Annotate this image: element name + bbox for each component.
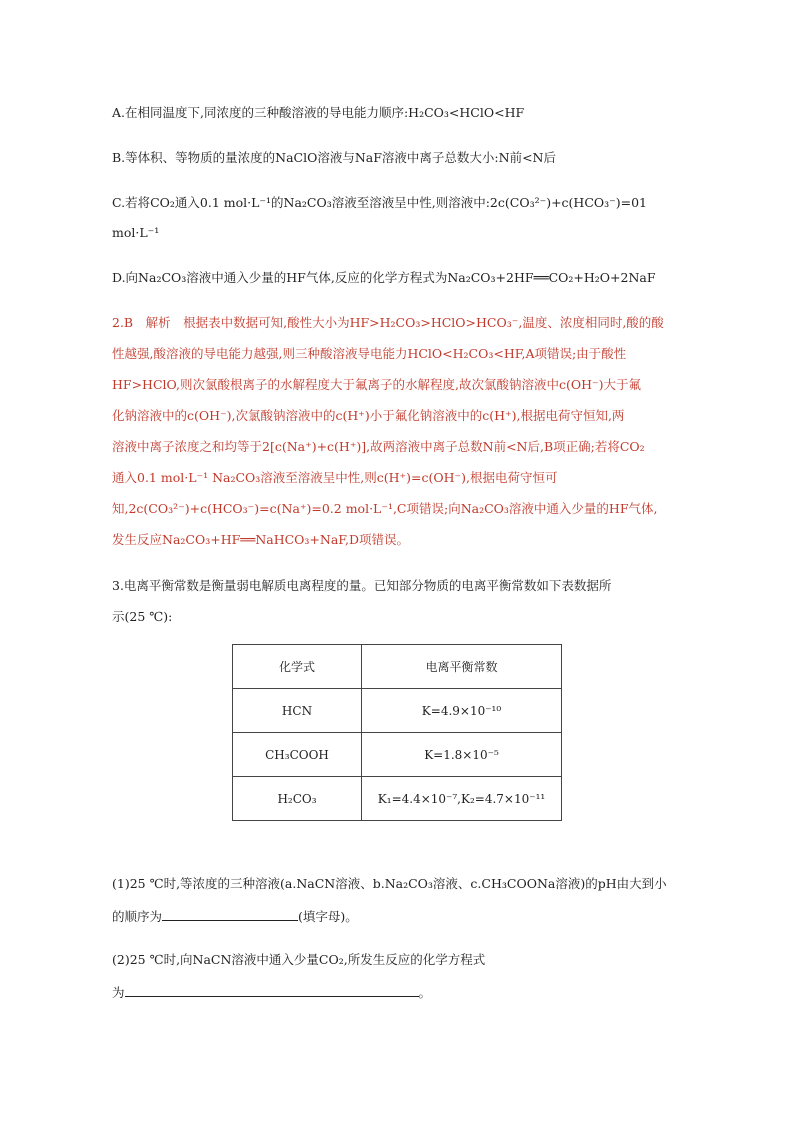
q3-part1-suffix: (填字母)。 [298,909,358,924]
table-row [233,733,562,777]
option-c-line1: C.若将CO₂通入0.1 mol·L⁻¹的Na₂CO₃溶液至溶液呈中性,则溶液中:2c(CO₃²⁻)+c(HCO₃⁻)=01 [112,195,648,210]
table-cell-formula: CH₃COOH [233,733,362,777]
table-cell-formula: HCN [233,689,362,733]
q3-part1-line2 [112,906,692,926]
option-d: D.向Na₂CO₃溶液中通入少量的HF气体,反应的化学方程式为Na₂CO₃+2HF══CO₂+H₂O+2NaF [112,270,656,285]
q3-part1-answer-blank[interactable] [162,906,298,921]
q3-part1-line1: (1)25 ℃时,等浓度的三种溶液(a.NaCN溶液、b.Na₂CO₃溶液、c.CH₃COONa溶液)的pH由大到小 [112,876,667,891]
ionization-constant-table [232,644,562,821]
q3-part2-line2 [112,982,692,1002]
q3-part1-prefix: 的顺序为 [112,909,163,924]
table-header-row [233,645,562,689]
table-row [233,689,562,733]
table-header-constant: 电离平衡常数 [362,645,562,689]
q3-stem-line1: 3.电离平衡常数是衡量弱电解质电离程度的量。已知部分物质的电离平衡常数如下表数据所 [112,578,612,593]
table-cell-formula: H₂CO₃ [233,777,362,821]
answer-line-3: HF>HClO,则次氯酸根离子的水解程度大于氟离子的水解程度,故次氯酸钠溶液中c(OH⁻)大于氟 [112,377,641,392]
answer-line-6: 通入0.1 mol·L⁻¹ Na₂CO₃溶液至溶液呈中性,则c(H⁺)=c(OH⁻),根据电荷守恒可 [112,470,558,485]
option-a: A.在相同温度下,同浓度的三种酸溶液的导电能力顺序:H₂CO₃<HClO<HF [112,105,525,120]
answer-line-8: 发生反应Na₂CO₃+HF══NaHCO₃+NaF,D项错误。 [112,532,410,547]
q3-part2-prefix: 为 [112,985,125,1000]
q3-stem-line2: 示(25 ℃): [112,609,173,624]
table-cell-constant: K=1.8×10⁻⁵ [362,733,562,777]
answer-line-5: 溶液中离子浓度之和均等于2[c(Na⁺)+c(H⁺)],故两溶液中离子总数N前<N后,B项正确;若将CO₂ [112,439,645,454]
answer-line-4: 化钠溶液中的c(OH⁻),次氯酸钠溶液中的c(H⁺)小于氟化钠溶液中的c(H⁺),根据电荷守恒知,两 [112,408,625,423]
answer-line-2: 性越强,酸溶液的导电能力越强,则三种酸溶液导电能力HClO<H₂CO₃<HF,A项错误;由于酸性 [112,346,627,361]
table-row [233,777,562,821]
q3-part2-suffix: 。 [418,985,432,1000]
table-header-formula: 化学式 [233,645,362,689]
q3-part2-answer-blank[interactable] [125,982,419,997]
q3-part2-line1: (2)25 ℃时,向NaCN溶液中通入少量CO₂,所发生反应的化学方程式 [112,952,486,967]
answer-line-7: 知,2c(CO₃²⁻)+c(HCO₃⁻)=c(Na⁺)=0.2 mol·L⁻¹,C项错误;向Na₂CO₃溶液中通入少量的HF气体, [112,501,658,516]
option-b: B.等体积、等物质的量浓度的NaClO溶液与NaF溶液中离子总数大小:N前<N后 [112,150,556,165]
option-c-line2: mol·L⁻¹ [112,225,160,240]
answer-line-1: 2.B 解析 根据表中数据可知,酸性大小为HF>H₂CO₃>HClO>HCO₃⁻,温度、浓度相同时,酸的酸 [112,315,664,330]
table-cell-constant: K₁=4.4×10⁻⁷,K₂=4.7×10⁻¹¹ [362,777,562,821]
table-cell-constant: K=4.9×10⁻¹⁰ [362,689,562,733]
